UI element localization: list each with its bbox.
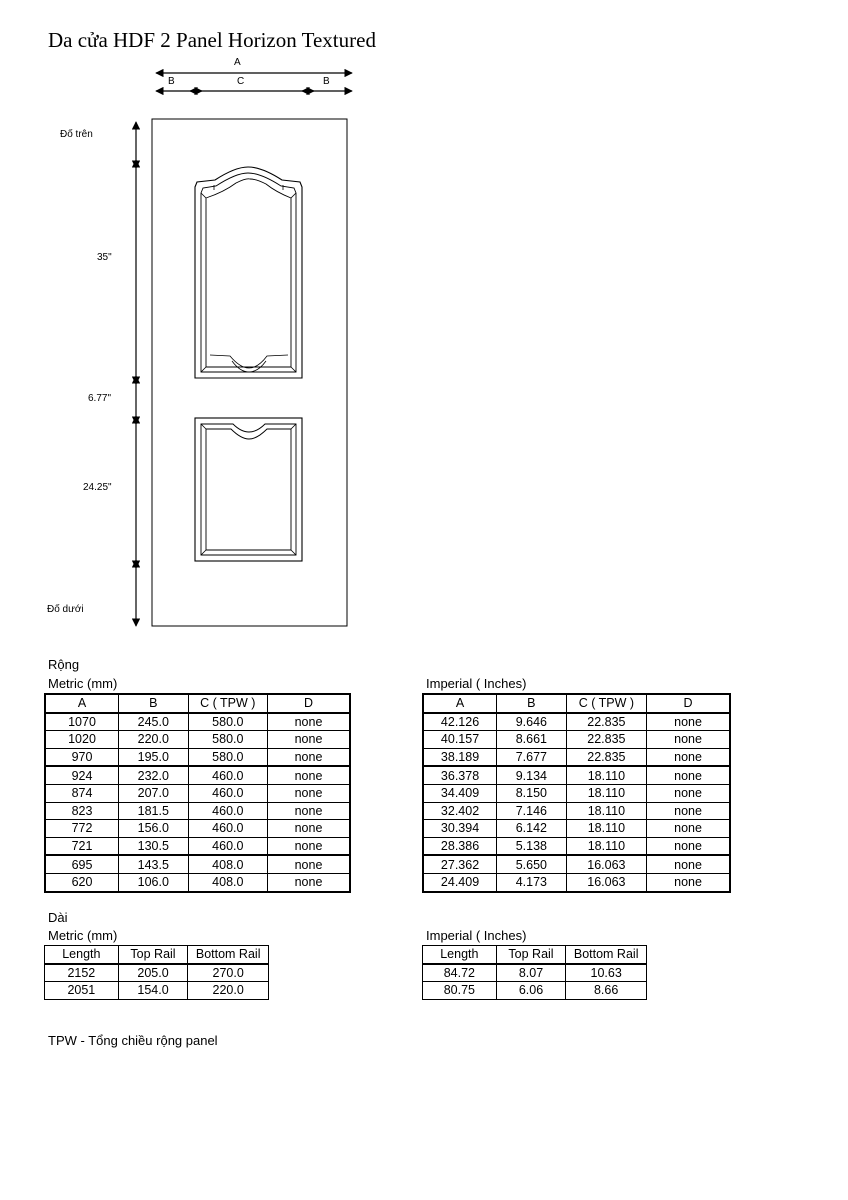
table-cell: 8.07 bbox=[496, 964, 566, 982]
table-cell: 22.835 bbox=[566, 713, 647, 731]
table-row bbox=[45, 837, 350, 855]
dim-b-right-label: B bbox=[323, 76, 330, 87]
table-cell: 460.0 bbox=[188, 820, 267, 838]
table-row bbox=[423, 855, 730, 873]
width-imperial-table bbox=[422, 693, 731, 893]
length-heading: Dài bbox=[48, 910, 68, 925]
panel1-height-label: 35" bbox=[97, 252, 112, 263]
table-cell: 4.173 bbox=[497, 873, 567, 891]
table-cell: 8.150 bbox=[497, 784, 567, 802]
page-title: Da cửa HDF 2 Panel Horizon Textured bbox=[48, 28, 376, 52]
mid-rail-height-label: 6.77" bbox=[88, 393, 112, 404]
table-cell: 970 bbox=[45, 748, 119, 766]
table-cell: none bbox=[647, 784, 730, 802]
table-cell: 38.189 bbox=[423, 748, 497, 766]
table-cell: 30.394 bbox=[423, 820, 497, 838]
table-cell: 270.0 bbox=[188, 964, 269, 982]
table-row bbox=[45, 748, 350, 766]
table-cell: 28.386 bbox=[423, 837, 497, 855]
column-header: B bbox=[497, 694, 567, 713]
column-header: C ( TPW ) bbox=[566, 694, 647, 713]
table-cell: 195.0 bbox=[119, 748, 189, 766]
column-header: Bottom Rail bbox=[566, 946, 647, 964]
dim-a-label: A bbox=[234, 57, 241, 68]
length-metric-table bbox=[44, 945, 269, 1000]
table-cell: 580.0 bbox=[188, 713, 267, 731]
width-metric-caption: Metric (mm) bbox=[48, 676, 118, 691]
table-cell: none bbox=[647, 820, 730, 838]
table-cell: 16.063 bbox=[566, 873, 647, 891]
table-cell: 620 bbox=[45, 873, 119, 891]
table-header-row bbox=[45, 946, 269, 964]
table-cell: none bbox=[268, 784, 350, 802]
table-cell: 22.835 bbox=[566, 748, 647, 766]
bottom-rail-label: Đố dưới bbox=[47, 604, 84, 615]
table-cell: none bbox=[647, 855, 730, 873]
table-cell: 695 bbox=[45, 855, 119, 873]
table-cell: 24.409 bbox=[423, 873, 497, 891]
table-row bbox=[423, 784, 730, 802]
column-header: D bbox=[647, 694, 730, 713]
table-cell: 181.5 bbox=[119, 802, 189, 820]
table-row bbox=[423, 731, 730, 749]
table-cell: 154.0 bbox=[118, 982, 188, 1000]
table-row bbox=[45, 713, 350, 731]
table-cell: 2152 bbox=[45, 964, 119, 982]
table-row bbox=[423, 873, 730, 891]
table-cell: 9.134 bbox=[497, 766, 567, 784]
table-cell: none bbox=[268, 820, 350, 838]
column-header: A bbox=[45, 694, 119, 713]
upper-panel bbox=[195, 167, 302, 378]
length-imperial-table bbox=[422, 945, 647, 1000]
table-cell: 143.5 bbox=[119, 855, 189, 873]
width-imperial-caption: Imperial ( Inches) bbox=[426, 676, 527, 691]
table-cell: 106.0 bbox=[119, 873, 189, 891]
table-cell: 408.0 bbox=[188, 873, 267, 891]
table-cell: 18.110 bbox=[566, 820, 647, 838]
table-row bbox=[423, 820, 730, 838]
table-cell: 18.110 bbox=[566, 784, 647, 802]
table-row bbox=[423, 713, 730, 731]
dim-c-label: C bbox=[237, 76, 245, 87]
table-cell: 27.362 bbox=[423, 855, 497, 873]
table-cell: 36.378 bbox=[423, 766, 497, 784]
table-cell: 8.661 bbox=[497, 731, 567, 749]
table-cell: none bbox=[647, 748, 730, 766]
table-cell: 220.0 bbox=[188, 982, 269, 1000]
table-row bbox=[45, 820, 350, 838]
table-cell: 130.5 bbox=[119, 837, 189, 855]
table-cell: 18.110 bbox=[566, 837, 647, 855]
table-cell: 7.146 bbox=[497, 802, 567, 820]
column-header: Top Rail bbox=[496, 946, 566, 964]
table-row bbox=[45, 855, 350, 873]
table-row bbox=[45, 873, 350, 891]
table-cell: 460.0 bbox=[188, 766, 267, 784]
table-cell: none bbox=[647, 731, 730, 749]
table-cell: none bbox=[647, 873, 730, 891]
table-cell: 22.835 bbox=[566, 731, 647, 749]
table-cell: 721 bbox=[45, 837, 119, 855]
table-cell: 408.0 bbox=[188, 855, 267, 873]
table-cell: 772 bbox=[45, 820, 119, 838]
table-cell: 18.110 bbox=[566, 766, 647, 784]
table-row bbox=[45, 802, 350, 820]
table-cell: 5.138 bbox=[497, 837, 567, 855]
table-cell: 460.0 bbox=[188, 837, 267, 855]
table-cell: 10.63 bbox=[566, 964, 647, 982]
table-header-row bbox=[423, 694, 730, 713]
table-cell: 245.0 bbox=[119, 713, 189, 731]
table-header-row bbox=[423, 946, 647, 964]
table-cell: 924 bbox=[45, 766, 119, 784]
table-cell: 6.06 bbox=[496, 982, 566, 1000]
table-cell: none bbox=[268, 748, 350, 766]
table-cell: 205.0 bbox=[118, 964, 188, 982]
column-header: Length bbox=[423, 946, 497, 964]
column-header: Top Rail bbox=[118, 946, 188, 964]
table-cell: none bbox=[647, 802, 730, 820]
table-cell: 580.0 bbox=[188, 748, 267, 766]
table-cell: 1020 bbox=[45, 731, 119, 749]
panel2-height-label: 24.25" bbox=[83, 482, 112, 493]
table-cell: 32.402 bbox=[423, 802, 497, 820]
table-cell: none bbox=[268, 713, 350, 731]
table-cell: 220.0 bbox=[119, 731, 189, 749]
table-row bbox=[423, 748, 730, 766]
top-rail-label: Đố trên bbox=[60, 129, 93, 140]
table-cell: 2051 bbox=[45, 982, 119, 1000]
column-header: D bbox=[268, 694, 350, 713]
column-header: Length bbox=[45, 946, 119, 964]
table-row bbox=[423, 766, 730, 784]
column-header: C ( TPW ) bbox=[188, 694, 267, 713]
table-row bbox=[423, 964, 647, 982]
table-row bbox=[45, 766, 350, 784]
table-cell: none bbox=[268, 837, 350, 855]
table-cell: 874 bbox=[45, 784, 119, 802]
footnote: TPW - Tổng chiều rộng panel bbox=[48, 1033, 218, 1048]
table-cell: 460.0 bbox=[188, 784, 267, 802]
table-cell: none bbox=[647, 837, 730, 855]
table-cell: 34.409 bbox=[423, 784, 497, 802]
table-cell: 5.650 bbox=[497, 855, 567, 873]
table-row bbox=[423, 802, 730, 820]
table-cell: 42.126 bbox=[423, 713, 497, 731]
table-row bbox=[45, 731, 350, 749]
table-row bbox=[45, 964, 269, 982]
table-cell: none bbox=[268, 855, 350, 873]
table-cell: 6.142 bbox=[497, 820, 567, 838]
dim-b-left-label: B bbox=[168, 76, 175, 87]
table-header-row bbox=[45, 694, 350, 713]
column-header: Bottom Rail bbox=[188, 946, 269, 964]
table-cell: none bbox=[268, 802, 350, 820]
table-cell: none bbox=[268, 731, 350, 749]
table-cell: 7.677 bbox=[497, 748, 567, 766]
column-header: A bbox=[423, 694, 497, 713]
lower-panel bbox=[195, 418, 302, 561]
width-heading: Rộng bbox=[48, 657, 80, 672]
table-cell: 80.75 bbox=[423, 982, 497, 1000]
table-row bbox=[45, 784, 350, 802]
table-row bbox=[423, 982, 647, 1000]
table-cell: 232.0 bbox=[119, 766, 189, 784]
table-cell: 823 bbox=[45, 802, 119, 820]
length-metric-caption: Metric (mm) bbox=[48, 928, 118, 943]
width-metric-table bbox=[44, 693, 351, 893]
table-cell: 460.0 bbox=[188, 802, 267, 820]
table-cell: 16.063 bbox=[566, 855, 647, 873]
table-cell: 40.157 bbox=[423, 731, 497, 749]
table-cell: 156.0 bbox=[119, 820, 189, 838]
table-cell: 1070 bbox=[45, 713, 119, 731]
table-cell: 8.66 bbox=[566, 982, 647, 1000]
table-cell: 18.110 bbox=[566, 802, 647, 820]
table-cell: 84.72 bbox=[423, 964, 497, 982]
length-imperial-caption: Imperial ( Inches) bbox=[426, 928, 527, 943]
table-cell: none bbox=[268, 766, 350, 784]
table-cell: none bbox=[647, 713, 730, 731]
column-header: B bbox=[119, 694, 189, 713]
table-row bbox=[423, 837, 730, 855]
table-cell: 580.0 bbox=[188, 731, 267, 749]
table-cell: none bbox=[268, 873, 350, 891]
table-row bbox=[45, 982, 269, 1000]
table-cell: 9.646 bbox=[497, 713, 567, 731]
table-cell: none bbox=[647, 766, 730, 784]
table-cell: 207.0 bbox=[119, 784, 189, 802]
